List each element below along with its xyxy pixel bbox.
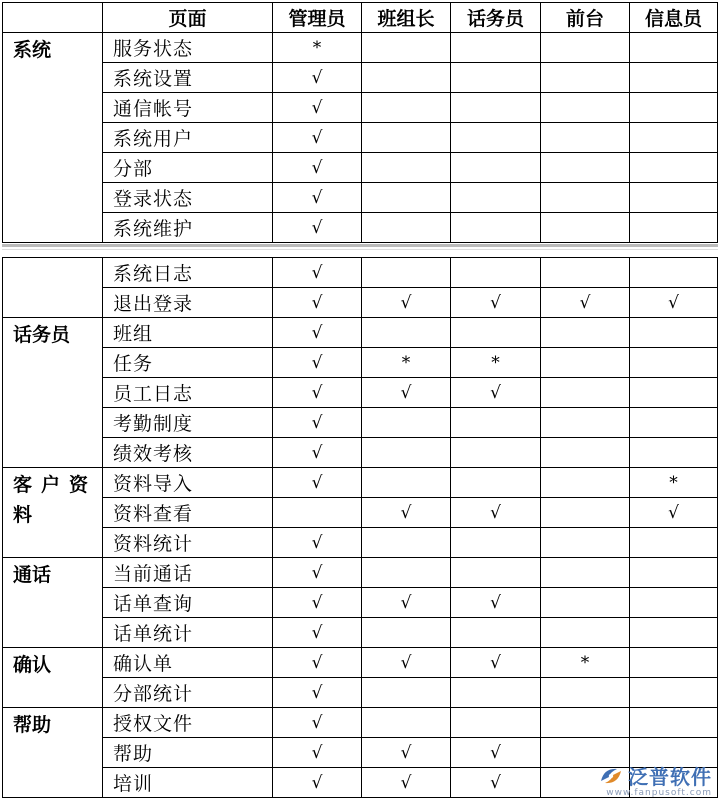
- permission-mark: √: [630, 288, 718, 318]
- permission-mark: [630, 648, 718, 678]
- permission-mark: [362, 318, 451, 348]
- permission-mark: [630, 213, 718, 243]
- permission-mark: [541, 183, 630, 213]
- table-row: [3, 258, 718, 288]
- permission-mark: [541, 468, 630, 498]
- permission-mark: [362, 258, 451, 288]
- permission-mark: [541, 93, 630, 123]
- permission-mark: √: [273, 588, 362, 618]
- permission-mark: [451, 558, 541, 588]
- group-name: 通话: [3, 558, 103, 648]
- page-break-separator: [2, 244, 718, 247]
- page-name: 培训: [103, 768, 273, 798]
- table-row: [3, 618, 718, 648]
- header-group-cell: [3, 3, 103, 33]
- permission-mark: [451, 438, 541, 468]
- permission-mark: √: [273, 258, 362, 288]
- permission-mark: [630, 318, 718, 348]
- header-row: [3, 3, 718, 33]
- permission-mark: √: [273, 183, 362, 213]
- permission-mark: √: [451, 738, 541, 768]
- table-row: [3, 738, 718, 768]
- permission-mark: [630, 123, 718, 153]
- permission-mark: [451, 618, 541, 648]
- permission-mark: [541, 438, 630, 468]
- permission-mark: √: [362, 738, 451, 768]
- header-page: 页面: [103, 3, 273, 33]
- table-row: [3, 63, 718, 93]
- header-role: 话务员: [451, 3, 541, 33]
- permission-table-part1: [2, 2, 718, 243]
- page-name: 授权文件: [103, 708, 273, 738]
- page-name: 登录状态: [103, 183, 273, 213]
- permission-mark: [541, 708, 630, 738]
- permission-mark: √: [273, 468, 362, 498]
- page-name: 帮助: [103, 738, 273, 768]
- table-row: [3, 183, 718, 213]
- permission-mark: [362, 33, 451, 63]
- header-role: 班组长: [362, 3, 451, 33]
- table-row: [3, 708, 718, 738]
- permission-mark: [362, 708, 451, 738]
- permission-mark: [541, 738, 630, 768]
- table-row: [3, 378, 718, 408]
- permission-mark: [630, 618, 718, 648]
- permission-mark: [362, 153, 451, 183]
- permission-mark: [630, 183, 718, 213]
- permission-mark: [541, 408, 630, 438]
- permission-mark: √: [630, 498, 718, 528]
- permission-mark: [541, 258, 630, 288]
- permission-mark: [362, 618, 451, 648]
- permission-mark: √: [362, 288, 451, 318]
- permission-mark: √: [362, 498, 451, 528]
- permission-mark: √: [273, 408, 362, 438]
- permission-mark: *: [541, 648, 630, 678]
- permission-mark: [451, 153, 541, 183]
- table-row: [3, 588, 718, 618]
- permission-mark: √: [362, 588, 451, 618]
- page-name: 任务: [103, 348, 273, 378]
- page-name: 退出登录: [103, 288, 273, 318]
- permission-mark: [451, 93, 541, 123]
- table-row: [3, 768, 718, 798]
- permission-mark: [630, 558, 718, 588]
- permission-mark: [541, 528, 630, 558]
- watermark-brand: 泛普软件: [628, 765, 712, 789]
- permission-mark: [362, 183, 451, 213]
- permission-mark: [451, 528, 541, 558]
- table-row: [3, 288, 718, 318]
- permission-mark: [451, 678, 541, 708]
- permission-mark: [630, 153, 718, 183]
- page-name: 服务状态: [103, 33, 273, 63]
- permission-mark: [451, 318, 541, 348]
- permission-mark: *: [451, 348, 541, 378]
- permission-mark: √: [273, 708, 362, 738]
- permission-mark: [630, 348, 718, 378]
- page-name: 系统维护: [103, 213, 273, 243]
- permission-mark: [541, 378, 630, 408]
- page-name: 通信帐号: [103, 93, 273, 123]
- permission-mark: [451, 408, 541, 438]
- permission-mark: [362, 468, 451, 498]
- permission-mark: [630, 438, 718, 468]
- permission-mark: [541, 588, 630, 618]
- permission-mark: [451, 213, 541, 243]
- permission-mark: √: [273, 348, 362, 378]
- page-name: 系统设置: [103, 63, 273, 93]
- permission-mark: [630, 768, 718, 798]
- page-name: 分部: [103, 153, 273, 183]
- group-name: 确认: [3, 648, 103, 708]
- permission-mark: [362, 558, 451, 588]
- table-row: [3, 528, 718, 558]
- permission-mark: [630, 258, 718, 288]
- table-row: [3, 678, 718, 708]
- permission-mark: [362, 678, 451, 708]
- permission-mark: *: [630, 468, 718, 498]
- table-row: [3, 438, 718, 468]
- permission-mark: [541, 768, 630, 798]
- page-name: 当前通话: [103, 558, 273, 588]
- permission-mark: *: [273, 33, 362, 63]
- page-name: 资料统计: [103, 528, 273, 558]
- permission-mark: [630, 588, 718, 618]
- permission-mark: [630, 93, 718, 123]
- permission-mark: √: [451, 378, 541, 408]
- table-row: [3, 498, 718, 528]
- table-row: [3, 123, 718, 153]
- permission-mark: [451, 183, 541, 213]
- permission-mark: [273, 498, 362, 528]
- permission-mark: √: [451, 648, 541, 678]
- page-name: 系统用户: [103, 123, 273, 153]
- permission-mark: [630, 738, 718, 768]
- permission-mark: √: [273, 678, 362, 708]
- permission-mark: √: [273, 768, 362, 798]
- permission-mark: [451, 123, 541, 153]
- permission-mark: √: [273, 153, 362, 183]
- page-name: 话单查询: [103, 588, 273, 618]
- permission-mark: √: [273, 528, 362, 558]
- permission-table-part2: [2, 257, 718, 798]
- table-row: [3, 648, 718, 678]
- group-name: 客户资料: [3, 468, 103, 558]
- permission-mark: √: [273, 378, 362, 408]
- permission-mark: [541, 33, 630, 63]
- permission-mark: √: [273, 648, 362, 678]
- permission-mark: [630, 63, 718, 93]
- permission-mark: √: [541, 288, 630, 318]
- permission-mark: [451, 708, 541, 738]
- permission-mark: [451, 63, 541, 93]
- page-name: 系统日志: [103, 258, 273, 288]
- page-name: 确认单: [103, 648, 273, 678]
- permission-mark: [541, 498, 630, 528]
- header-role: 信息员: [630, 3, 718, 33]
- table-row: [3, 348, 718, 378]
- page-name: 员工日志: [103, 378, 273, 408]
- permission-mark: [541, 153, 630, 183]
- page-name: 分部统计: [103, 678, 273, 708]
- permission-mark: [451, 468, 541, 498]
- permission-mark: [630, 408, 718, 438]
- permission-mark: [541, 678, 630, 708]
- page-name: 资料查看: [103, 498, 273, 528]
- permission-mark: √: [273, 123, 362, 153]
- permission-mark: √: [273, 618, 362, 648]
- permission-mark: [362, 438, 451, 468]
- page-name: 考勤制度: [103, 408, 273, 438]
- page-name: 话单统计: [103, 618, 273, 648]
- permission-mark: √: [273, 63, 362, 93]
- permission-mark: √: [273, 213, 362, 243]
- permission-mark: [541, 63, 630, 93]
- permission-mark: [362, 528, 451, 558]
- header-role: 前台: [541, 3, 630, 33]
- permission-mark: [541, 213, 630, 243]
- permission-mark: √: [451, 498, 541, 528]
- permission-mark: √: [273, 93, 362, 123]
- table-row: [3, 408, 718, 438]
- table-row: [3, 153, 718, 183]
- permission-mark: √: [273, 318, 362, 348]
- table-row: [3, 468, 718, 498]
- permission-mark: √: [273, 288, 362, 318]
- permission-mark: [362, 93, 451, 123]
- table-row: [3, 558, 718, 588]
- group-name: [3, 258, 103, 318]
- permission-mark: [630, 528, 718, 558]
- permission-mark: [541, 123, 630, 153]
- permission-mark: [362, 408, 451, 438]
- permission-mark: √: [273, 558, 362, 588]
- page-break-separator-shadow: [2, 249, 718, 250]
- page-name: 班组: [103, 318, 273, 348]
- permission-mark: [630, 708, 718, 738]
- permission-mark: [362, 213, 451, 243]
- table-row: [3, 33, 718, 63]
- permission-mark: [362, 123, 451, 153]
- permission-mark: √: [451, 288, 541, 318]
- permission-mark: *: [362, 348, 451, 378]
- table-row: [3, 93, 718, 123]
- permission-mark: √: [362, 648, 451, 678]
- page-name: 绩效考核: [103, 438, 273, 468]
- permission-mark: [541, 618, 630, 648]
- permission-mark: [630, 678, 718, 708]
- permission-mark: √: [451, 588, 541, 618]
- table-row: [3, 213, 718, 243]
- page-name: 资料导入: [103, 468, 273, 498]
- permission-mark: √: [362, 768, 451, 798]
- table-row: [3, 318, 718, 348]
- permission-mark: [630, 378, 718, 408]
- group-name: 话务员: [3, 318, 103, 468]
- permission-mark: √: [362, 378, 451, 408]
- permission-mark: [541, 318, 630, 348]
- permission-mark: [451, 258, 541, 288]
- group-name: 帮助: [3, 708, 103, 798]
- group-name: 系统: [3, 33, 103, 243]
- permission-mark: √: [273, 438, 362, 468]
- permission-mark: √: [451, 768, 541, 798]
- header-role: 管理员: [273, 3, 362, 33]
- permission-mark: √: [273, 738, 362, 768]
- permission-mark: [451, 33, 541, 63]
- permission-mark: [541, 348, 630, 378]
- permission-mark: [362, 63, 451, 93]
- permission-mark: [541, 558, 630, 588]
- watermark-url: www.fanpusoft.com: [606, 788, 712, 798]
- permission-mark: [630, 33, 718, 63]
